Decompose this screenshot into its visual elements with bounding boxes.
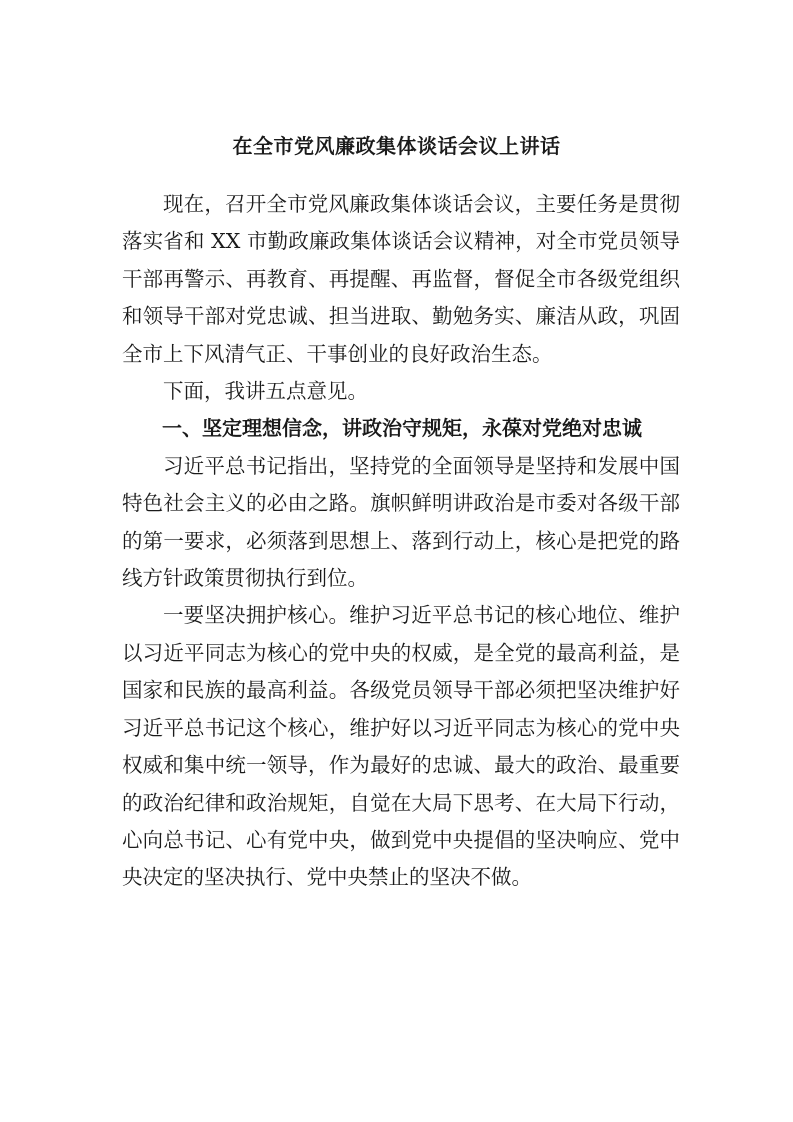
paragraph-intro: 现在，召开全市党风廉政集体谈话会议，主要任务是贯彻落实省和 XX 市勤政廉政集体谈话会议精神，对全市党员领导干部再警示、再教育、再提醒、再监督，督促全市各级党组织和领导干部对党忠诚、担当进取、勤勉务实、廉洁从政，巩固全市上下风清气正、干事创业的良好政治生态。 <box>122 192 680 366</box>
paragraph-outline: 下面，我讲五点意见。 <box>163 379 368 404</box>
page-title: 在全市党风廉政集体谈话会议上讲话 <box>232 134 561 158</box>
paragraph-section-1: 习近平总书记指出，坚持党的全面领导是坚持和发展中国特色社会主义的必由之路。旗帜鲜明讲政治是市委对各级干部的第一要求，必须落到思想上、落到行动上，核心是把党的路线方针政策贯彻执行到位。 <box>122 453 680 591</box>
paragraph-point-1: 一要坚决拥护核心。维护习近平总书记的核心地位、维护以习近平同志为核心的党中央的权威，是全党的最高利益，是国家和民族的最高利益。各级党员领导干部必须把坚决维护好习近平总书记这个核心，维护好以习近平同志为核心的党中央权威和集中统一领导，作为最好的忠诚、最大的政治、最重要的政治纪律和政治规矩，自觉在大局下思考、在大局下行动，心向总书记、心有党中央，做到党中央提倡的坚决响应、党中央决定的坚决执行、党中央禁止的坚决不做。 <box>122 603 680 890</box>
document-body <box>122 186 680 897</box>
section-heading-1: 一、坚定理想信念，讲政治守规矩，永葆对党绝对忠诚 <box>162 416 642 441</box>
